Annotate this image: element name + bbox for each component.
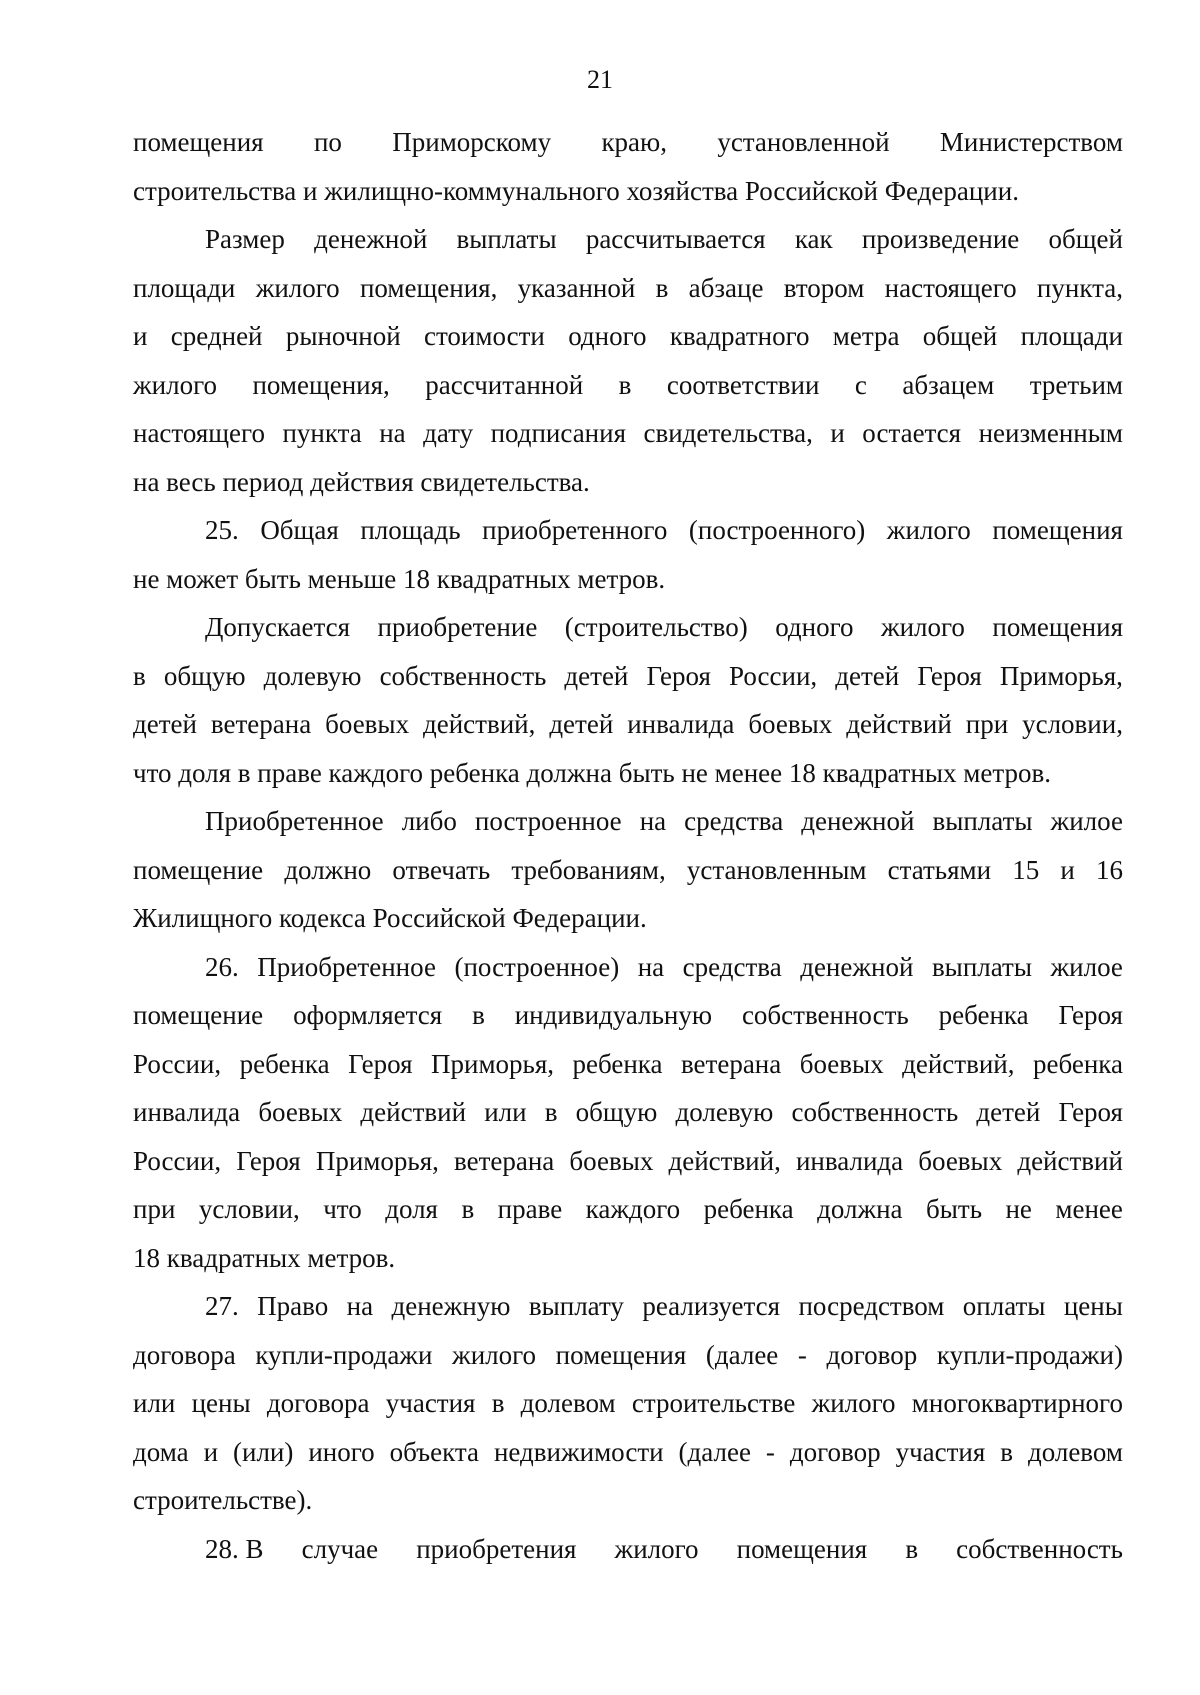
text-line-7: [133, 409, 1123, 458]
word: детей: [564, 660, 629, 691]
word: выплаты: [932, 806, 1033, 836]
word: выплату: [528, 1291, 624, 1321]
word: должно: [284, 854, 372, 885]
word: средней: [170, 321, 263, 351]
word: общей: [922, 321, 998, 351]
word: помещения,: [359, 272, 498, 303]
word: ребенка: [703, 1194, 794, 1224]
word: Право: [257, 1291, 329, 1321]
word: жилого: [452, 1339, 537, 1370]
word: одного: [775, 612, 854, 642]
text-line-28: [133, 1428, 1123, 1477]
word: абзаце: [688, 272, 764, 303]
word: и: [1060, 854, 1075, 885]
word: России,: [133, 1048, 222, 1079]
word: помещения: [133, 127, 264, 157]
word: действий: [846, 709, 952, 739]
word: отвечать: [392, 854, 491, 885]
word: (или): [233, 1436, 294, 1467]
word: 25.: [205, 515, 239, 545]
word: долевую: [263, 660, 362, 691]
word: в: [1000, 1436, 1013, 1467]
word: посредством: [798, 1291, 945, 1321]
word: произведение: [861, 224, 1020, 254]
text-line-14: что доля в праве каждого ребенка должна быть не менее 18 квадратных метров.: [133, 757, 1051, 788]
word: площадь: [360, 515, 461, 545]
word: статьями: [887, 854, 992, 885]
word: дату: [423, 418, 474, 448]
word: приобретения: [416, 1533, 577, 1564]
word: действий: [360, 1097, 467, 1127]
word: Героя: [1058, 1000, 1123, 1030]
word: боевых: [325, 709, 410, 739]
word: денежной: [314, 224, 428, 254]
text-line-16: [133, 846, 1123, 895]
word: жилое: [1050, 806, 1123, 836]
word: каждого: [585, 1194, 681, 1224]
word: приобретенного: [482, 515, 668, 545]
word: и: [203, 1436, 219, 1467]
word: (далее: [678, 1436, 751, 1467]
word: ребенка: [938, 1000, 1029, 1030]
word: детей: [549, 709, 614, 739]
word: жилое: [1050, 951, 1123, 982]
word: денежной: [801, 806, 915, 836]
word: 16: [1095, 854, 1123, 885]
word: рыночной: [285, 321, 401, 351]
text-line-13: [133, 700, 1123, 749]
word: случае: [301, 1533, 379, 1564]
text-line-10: не может быть меньше 18 квадратных метров.: [133, 563, 666, 594]
word: квадратного: [669, 321, 810, 351]
word: (далее: [705, 1339, 779, 1370]
word: ребенка: [1032, 1048, 1123, 1079]
word: в: [618, 369, 632, 400]
word: краю,: [601, 127, 667, 157]
word: либо: [401, 806, 457, 836]
word: договор: [826, 1339, 918, 1370]
word: помещения: [736, 1533, 868, 1564]
word: помещения: [992, 612, 1123, 642]
word: собственность: [379, 660, 547, 691]
word: денежную: [391, 1291, 511, 1321]
word: Размер: [205, 224, 285, 254]
word: средства: [684, 806, 784, 836]
word: с: [854, 369, 867, 400]
word: помещение: [133, 854, 264, 885]
word: общую: [163, 660, 246, 691]
word: площади: [133, 272, 236, 303]
word: боевых: [569, 1145, 654, 1176]
word: установленным: [686, 854, 867, 885]
word: действий,: [902, 1048, 1015, 1079]
word: или: [484, 1097, 527, 1127]
word: долевом: [520, 1388, 616, 1418]
word: цены: [191, 1388, 251, 1418]
word: установленной: [717, 127, 890, 157]
word: действий,: [423, 709, 536, 739]
word: долевом: [1027, 1436, 1123, 1467]
text-line-3: [133, 215, 1123, 264]
word: Приморья,: [315, 1145, 439, 1176]
word: помещение: [133, 1000, 264, 1030]
word: абзацем: [902, 369, 995, 400]
word: жилого: [811, 1388, 896, 1418]
word: Приморья,: [999, 660, 1123, 691]
word: договор: [789, 1436, 881, 1467]
word: детей: [133, 709, 197, 739]
word: жилого: [880, 612, 965, 642]
word: боевых: [258, 1097, 343, 1127]
word: собственность: [791, 1097, 959, 1127]
word: Героя: [646, 660, 711, 691]
word: собственность: [741, 1000, 909, 1030]
word: пункта,: [1036, 272, 1123, 303]
word: собственность: [956, 1533, 1123, 1564]
word: при: [133, 1194, 176, 1224]
word: в: [472, 1000, 485, 1030]
word: дома: [133, 1436, 189, 1467]
word: на: [637, 951, 665, 982]
word: договора: [266, 1388, 370, 1418]
text-line-5: [133, 312, 1123, 361]
word: Приобретенное: [205, 806, 384, 836]
word: реализуется: [642, 1291, 781, 1321]
word: оплаты: [962, 1291, 1046, 1321]
text-line-15: [133, 797, 1123, 846]
word: или: [133, 1388, 176, 1418]
word: иного: [308, 1436, 375, 1467]
word: площади: [1020, 321, 1123, 351]
word: свидетельства,: [643, 418, 813, 448]
word: Героя: [236, 1145, 301, 1176]
word: ветерана: [680, 1048, 782, 1079]
text-line-18: [133, 943, 1123, 992]
word: детей: [976, 1097, 1041, 1127]
word: цены: [1063, 1291, 1123, 1321]
word: по: [313, 127, 342, 157]
word: оформляется: [293, 1000, 443, 1030]
word: Героя: [917, 660, 982, 691]
word: недвижимости: [493, 1436, 664, 1467]
word: одного: [568, 321, 647, 351]
word: участия: [895, 1436, 986, 1467]
word: общей: [1048, 224, 1123, 254]
word: помещения: [992, 515, 1123, 545]
word: -: [765, 1436, 775, 1467]
text-line-30: [133, 1525, 1123, 1574]
text-line-6: [133, 361, 1123, 410]
word: в: [655, 272, 669, 303]
word: строительстве: [631, 1388, 796, 1418]
word: жилого: [614, 1533, 699, 1564]
word: третьим: [1029, 369, 1123, 400]
word: ветерана: [210, 709, 312, 739]
word: Героя: [348, 1048, 413, 1079]
word: праве: [497, 1194, 563, 1224]
word: остается: [862, 418, 962, 448]
word: должна: [817, 1194, 903, 1224]
text-line-17: Жилищного кодекса Российской Федерации.: [133, 903, 647, 933]
word: ребенка: [572, 1048, 663, 1079]
word: Приобретенное: [257, 951, 436, 982]
text-line-1: [133, 118, 1123, 167]
word: не: [1005, 1194, 1032, 1224]
word: условии,: [198, 1194, 300, 1224]
word: в: [461, 1194, 475, 1224]
word: неизменным: [978, 418, 1123, 448]
word: что: [323, 1194, 362, 1224]
word: на: [379, 418, 406, 448]
word: условии,: [1022, 709, 1123, 739]
word: Приморскому: [392, 127, 552, 157]
word: помещения: [555, 1339, 687, 1370]
word: (строительство): [564, 612, 748, 642]
text-line-12: [133, 652, 1123, 701]
word: настоящего: [133, 418, 265, 448]
word: 26.: [205, 951, 239, 982]
word: России,: [133, 1145, 222, 1176]
text-line-19: [133, 991, 1123, 1040]
word: многоквартирного: [911, 1388, 1123, 1418]
word: 15: [1012, 854, 1040, 885]
word: и: [133, 321, 148, 351]
word: (построенное): [454, 951, 620, 982]
text-line-27: [133, 1379, 1123, 1428]
word: в: [133, 660, 146, 691]
word: ветерана: [454, 1145, 555, 1176]
word: Допускается: [205, 612, 351, 642]
word: жилого: [133, 369, 217, 400]
word: детей: [835, 660, 900, 691]
word: жилого: [255, 272, 340, 303]
word: боевых: [799, 1048, 884, 1079]
word: боевых: [918, 1145, 1003, 1176]
word: подписания: [490, 418, 626, 448]
text-line-21: [133, 1088, 1123, 1137]
text-line-26: [133, 1331, 1123, 1380]
text-line-20: [133, 1040, 1123, 1089]
word: доля: [385, 1194, 438, 1224]
word: в: [491, 1388, 505, 1418]
word: стоимости: [424, 321, 545, 351]
word: как: [794, 224, 833, 254]
text-line-22: [133, 1137, 1123, 1186]
word: долевую: [675, 1097, 774, 1127]
word: инвалида: [795, 1145, 904, 1176]
word: жилого: [886, 515, 971, 545]
word: купли-продажи): [936, 1339, 1123, 1370]
word: на: [639, 806, 667, 836]
word: быть: [926, 1194, 983, 1224]
word: инвалида: [133, 1097, 241, 1127]
word: средства: [682, 951, 782, 982]
word: Героя: [1058, 1097, 1123, 1127]
word: договора: [133, 1339, 236, 1370]
page-number: 21: [587, 65, 613, 94]
word: метра: [832, 321, 900, 351]
text-line-8: на весь период действия свидетельства.: [133, 466, 590, 497]
word: указанной: [517, 272, 636, 303]
text-line-2: строительства и жилищно-коммунального хозяйства Российской Федерации.: [133, 175, 1019, 206]
word: на: [346, 1291, 374, 1321]
word: настоящего: [884, 272, 1017, 303]
word: пункта: [282, 418, 362, 448]
word: 28. В: [205, 1533, 264, 1564]
word: менее: [1055, 1194, 1123, 1224]
word: действий: [1017, 1145, 1123, 1176]
word: боевых: [748, 709, 833, 739]
text-line-29: строительстве).: [133, 1485, 313, 1515]
word: втором: [783, 272, 865, 303]
text-line-23: [133, 1185, 1123, 1234]
word: при: [965, 709, 1009, 739]
word: требованиям,: [511, 854, 666, 885]
word: построенное: [474, 806, 622, 836]
word: денежной: [800, 951, 914, 982]
word: объекта: [389, 1436, 479, 1467]
text-line-9: [133, 506, 1123, 555]
word: помещения,: [252, 369, 390, 400]
word: выплаты: [456, 224, 557, 254]
word: общую: [575, 1097, 658, 1127]
word: купли-продажи: [255, 1339, 433, 1370]
word: Общая: [260, 515, 339, 545]
text-line-24: 18 квадратных метров.: [133, 1242, 396, 1273]
word: индивидуальную: [514, 1000, 713, 1030]
word: инвалида: [627, 709, 735, 739]
word: в: [544, 1097, 558, 1127]
word: -: [797, 1339, 807, 1370]
text-line-11: [133, 603, 1123, 652]
word: России,: [729, 660, 818, 691]
word: в: [905, 1533, 919, 1564]
text-line-4: [133, 264, 1123, 313]
word: рассчитывается: [585, 224, 766, 254]
word: и: [830, 418, 845, 448]
document-body: [133, 118, 1123, 1573]
word: участия: [385, 1388, 476, 1418]
word: Министерством: [939, 127, 1123, 157]
word: соответствии: [666, 369, 820, 400]
text-line-25: [133, 1282, 1123, 1331]
word: ребенка: [239, 1048, 330, 1079]
word: 27.: [205, 1291, 239, 1321]
word: приобретение: [377, 612, 538, 642]
word: действий,: [668, 1145, 781, 1176]
word: Приморья,: [431, 1048, 555, 1079]
word: выплаты: [931, 951, 1032, 982]
word: (построенного): [688, 515, 866, 545]
word: рассчитанной: [425, 369, 584, 400]
